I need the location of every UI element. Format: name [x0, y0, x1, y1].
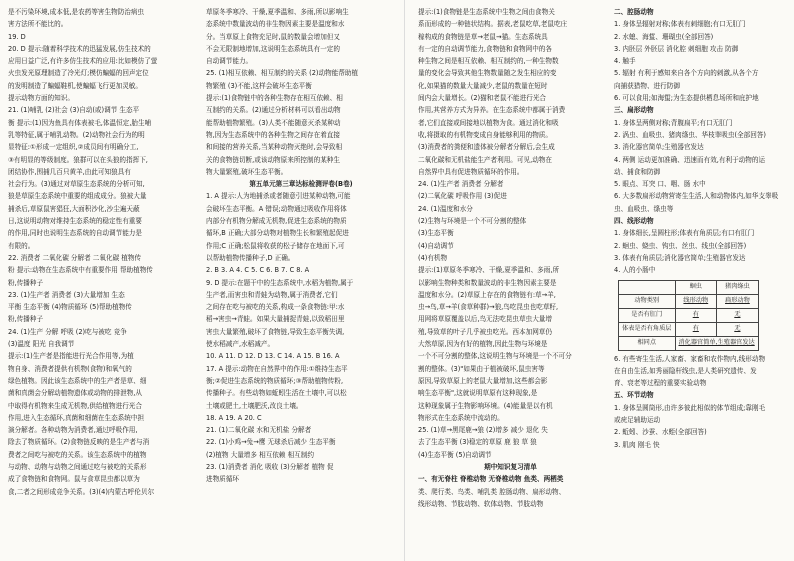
text-line: 25. (1)相互依赖、相互制约的关系 (2)动物能帮助植 [206, 69, 359, 78]
text-line: 3. 消化器官简单;生殖器官发达 [614, 143, 704, 152]
text-line: 稼构成的食物链是草→老鼠→猫。生态系统具 [418, 32, 548, 41]
text-line: 类、爬行类、鸟类、哺乳类 腔肠动物、扁形动物、 [418, 487, 566, 496]
text-line: 23. (1)生产者 消费者 (3)大量增加 生态 [8, 290, 125, 299]
text-line: 种生物之间是相互依赖、相互制约的,一种生物数 [418, 57, 559, 66]
text-line: 或疣足辅助运动 [614, 416, 661, 425]
table-cell: 是否有肛门 [619, 308, 676, 322]
text-line: 不会无限制地增加,这说明生态系统具有一定的 [206, 44, 340, 53]
text-line: 在自由生活,如秀丽隐杆线虫,是人类研究遗传、发 [614, 366, 757, 375]
text-line: 衡 提示:(1)因为鱼具有体表被毛,体温恒定,胎生哺 [8, 118, 152, 127]
text-line: 自然界中具有促进物质循环的作用。 [418, 167, 524, 176]
text-line: 19. D [8, 32, 26, 41]
table-header-cell: 猪肉绦虫 [717, 280, 759, 294]
text-line: 物繁殖 (3)不能,这样会破坏生态平衡 [206, 81, 312, 90]
text-line: 内部分有机物分解成无机物,促进生态系统的物质 [206, 217, 347, 226]
text-line: 21. (1)哺乳 (2)社会 (3)自动(或)调节 生态平 [8, 106, 140, 115]
text-line: 以影响生物种类和数量波动的非生物因素主要是 [418, 278, 557, 287]
text-line: 中取得有机物来生成无机物,供给植物进行光合 [8, 401, 142, 410]
text-line: 乳等特征,属于哺乳动物。(2)动物社会行为的明 [8, 130, 145, 139]
text-line: 稻→害虫→青蛙。如果大量捕捉青蛙,以致稻田里 [206, 315, 345, 324]
text-line: (3)消费者的粪便和遗体被分解者分解后,会生成 [418, 143, 555, 152]
text-line: 2. 蛔虫、蛲虫、钩虫、丝虫、线虫(全部回答) [614, 241, 747, 250]
text-line: 火虫发光原理制造了冷光灯;模仿蝙蝠的回声定位 [8, 69, 149, 78]
text-line: 物自身、消费者提供有机物(食物)和氧气的 [8, 364, 132, 373]
text-line: 6. 有些寄生生活,人家畜、家畜和农作物内,线形动物 [614, 354, 766, 363]
text-line: 22. (1)小鸡→兔→鹰 无球杀后减少 生态平衡 [206, 438, 336, 447]
text-line: 4. 触手 [614, 57, 636, 66]
text-line: 4. 两侧 运动更加准确、迅速而有效,有利于动物的运 [614, 155, 766, 164]
text-line: (3)温度 阳光 自我调节 [8, 340, 75, 349]
text-line: 期中知识复习清单 [484, 462, 537, 471]
text-line: 除去了物质循环。(2)食物链反映的是生产者与消 [8, 438, 150, 447]
text-line: 6. 可以食用;如海蜇;为生态提供栖息场所和庇护地 [614, 94, 759, 103]
text-line: 物形式在生态系统中流动的。 [418, 413, 504, 422]
text-line: 一、有无脊柱 脊椎动物 无脊椎动物 鱼类、两栖类 [418, 475, 564, 484]
text-line: 草原冬季寒冷、干燥,夏季温和、多雨,所以影响生 [206, 8, 349, 16]
text-line: 的作用,同时也说明生态系统的自动调节能力是 [8, 229, 142, 238]
text-line: 3. 内胚层 外胚层 消化腔 刺细胞 攻击 防御 [614, 44, 739, 53]
text-line: 的发明制造了蝙蝠鞋机,使蝙蝠飞行更加灵敏。 [8, 81, 142, 90]
text-line: 25. (1)草→黑尾鹿→狼 (2)增多 减少 退化 失 [418, 426, 548, 435]
text-line: 食,二者之间形成竞争关系。(3)(4)内蒙古呼伦贝尔 [8, 487, 155, 496]
table-row [619, 294, 759, 308]
comparison-table [618, 280, 759, 351]
answer-column-3 [418, 6, 603, 510]
review-list-part-b [614, 353, 790, 451]
text-line: 社会行为。(3)通过对草原生态系统的分析可知, [8, 180, 145, 189]
table-cell: 有 [675, 308, 717, 322]
text-line: 育、衰老等过程的重要实验动物 [614, 379, 707, 388]
text-line: 绿色植物。因此该生态系统中的生产者是草、细 [8, 376, 147, 385]
text-line: 18. A 19. A 20. C [206, 413, 262, 422]
text-line: 菌和真菌会分解动植物遗体或动物的排泄物,从 [8, 389, 142, 398]
answer-column-2 [206, 6, 396, 486]
text-line: 第五单元第三章达标检测评卷(B卷) [249, 180, 353, 189]
table-header-cell [619, 280, 676, 294]
text-line: 作用,进入生态循环,真菌和细菌在生态系统中担 [8, 413, 145, 422]
text-line: 物,因为生态系统中的各种生物之间存在着直接 [206, 130, 340, 139]
text-line: 提示:(1)生产者是指能进行光合作用等,为植 [8, 352, 134, 361]
text-line: 24. (1)生产 分解 呼吸 (2)吃与被吃 竞争 [8, 327, 127, 336]
text-line: 温度和水分。(2)草原上存在的食物链有:草→羊, [418, 290, 556, 299]
page-gutter [404, 0, 405, 561]
text-line: 2. 水螅、海蜇、珊瑚虫(全部回答) [614, 32, 714, 41]
text-line: 5. 辐射 有利于感知来自各个方向的刺激,从各个方 [614, 69, 759, 78]
text-line: 虫、血吸虫、绦虫等 [614, 204, 674, 213]
text-line: 响生态平衡",这就说明草原有这种现象,是 [418, 389, 538, 398]
text-line: 2. B 3. A 4. C 5. C 6. B 7. C 8. A [206, 266, 310, 275]
text-line: 显特征:①形成一定组织,②成员间有明确分工, [8, 143, 139, 152]
text-line: 传播种子。有些动物如蚯蚓生活在土壤中,可以松 [206, 389, 347, 398]
table-cell: 体表是否有角质层 [619, 322, 676, 336]
answer-column-1 [8, 6, 194, 498]
text-line: 提示:(1)食物链中的各种生物存在相互依赖、相 [206, 94, 343, 103]
text-line: 一个不可分割的整体,这说明生物与环境是一个不可分 [418, 352, 572, 361]
table-row [619, 322, 759, 336]
text-line: 1. 身体细长,呈圆柱形;体表有角质层;有口有肛门 [614, 229, 755, 238]
text-line: 关的食物链切断,或该动物原来所控制的某种生 [206, 155, 340, 164]
text-line: 循环,B 正确;大部分动物对植物生长和繁殖起促进 [206, 229, 349, 238]
text-line: 三、扁形动物 [614, 106, 654, 115]
text-line: 分。当草原上食物充足时,鼠的数量会增加但又 [206, 32, 340, 41]
text-line: 自动调节能力。 [206, 57, 253, 66]
table-cell: 线形动物 [675, 294, 717, 308]
text-line: 1. 身体呈圆筒形,由许多彼此相似的体节组成;靠刚毛 [614, 403, 766, 412]
text-line: (4)自动调节 [418, 241, 454, 250]
text-line: 22. 消费者 二氧化碳 分解者 二氧化碳 植物传 [8, 253, 142, 262]
text-line: 1. 身体呈辐射对称;体表有刺细胞;有口无肛门 [614, 20, 746, 29]
text-line: 互制约的关系。(2)通过分析材料可以看出动物 [206, 106, 341, 115]
text-line: 土壤或肥土,土壤肥沃,改良土壤。 [206, 401, 303, 410]
text-line: 提示动物方面的知识。 [8, 94, 74, 103]
text-line: 和间接的营养关系,当某种动物灭绝时,会导致相 [206, 143, 343, 152]
text-line: 化,如果猫的数量大量减少,老鼠的数量在短时 [418, 81, 548, 90]
text-line: 进物质循环 [206, 475, 239, 484]
text-line: 去了生态平衡 (3)稳定的草原 鹿 狼 草 狼 [418, 438, 537, 447]
table-row [619, 308, 759, 322]
table-cell: 相同点 [619, 336, 676, 350]
text-line: 用网将草原覆盖以后,鸟无法吃昆虫草虫大量增 [418, 315, 552, 324]
text-line: 演分解者。各种动物为消费者,通过呼吸作用, [8, 426, 138, 435]
text-line: 6. 大多数扁形动物营寄生生活,人和动物体内,如华支睾吸 [614, 192, 779, 201]
review-list-part-a [614, 6, 790, 277]
text-line: 量的变化会导致其他生物数量随之发生相应的变 [418, 69, 557, 78]
table-header-row [619, 280, 759, 294]
text-line: 五、环节动物 [614, 391, 654, 400]
text-line: 粉 提示:动物在生态系统中有重要作用 帮助植物传 [8, 266, 153, 275]
text-line: 之间存在吃与被吃的关系,构成一条食物链:甲:水 [206, 303, 345, 312]
text-line: 20. D 提示:随着科学技术的迅猛发展,仿生技术的 [8, 44, 151, 53]
text-line: 动、捕食和防御 [614, 167, 661, 176]
text-line: 3. 肌肉 刚毛 快 [614, 440, 660, 449]
text-line: 殖,导致草的叶子几乎被虫吃光。西本加网草仍 [418, 327, 552, 336]
text-line: (4)生态平衡 (5)自动调节 [418, 450, 492, 459]
text-line: 捕杀后,草原鼠害猖狂,大面积沙化,沙尘遍天蔽 [8, 204, 140, 213]
text-line: 作用;C 正确;松鼠将收获的松子储存在地面下,可 [206, 241, 345, 250]
text-line: 10. A 11. D 12. D 13. C 14. A 15. B 16. A [206, 352, 340, 361]
text-line: 是不污染环境,成本低,是农药等害生物防治病虫 [8, 8, 145, 16]
text-line: 费者之间吃与被吃的关系。该生态系统中的植物 [8, 450, 147, 459]
text-line: ③有明显的等级制度。狼群可以在头狼的指挥下, [8, 155, 148, 164]
text-line: 作用,其营养方式为异养。在生态系统中都属于消费 [418, 106, 566, 115]
text-line: 二氧化碳和无机盐能生产者利用。可见,动物在 [418, 155, 552, 164]
text-line: 粉,传播种子 [8, 278, 44, 287]
table-cell: 无 [717, 308, 759, 322]
text-line: 成了食物链和食物网。鼠与食草昆虫都以草为 [8, 475, 140, 484]
text-line: 衡;②促进生态系统的物质循环;③帮助植物传粉, [206, 376, 344, 385]
text-line: 原因,导致草原上的老鼠大量增加,这些都会影 [418, 376, 548, 385]
table-cell: 有 [675, 322, 717, 336]
text-line: 这种现象属于生物影响环境。(4)能量是以有机 [418, 401, 553, 410]
text-line: 日,这说明动物对维持生态系统的稳定性有重要 [8, 217, 142, 226]
text-line: 向捕获猎物、进行防御 [614, 81, 680, 90]
text-line: 狼是草原生态系统中重要的组成成分。狼被大量 [8, 192, 147, 201]
text-line: 害方法所不能比的。 [8, 20, 68, 29]
text-line: 1. A 提示:人为地捕杀或者随意引进某种动物,可能 [206, 192, 351, 201]
table-cell: 动物类别 [619, 294, 676, 308]
text-line: 收,将摄取的有机物变成自身能够利用的物质。 [418, 130, 552, 139]
text-line: 23. (1)消费者 消化 吸收 (3)分解者 植物 促 [206, 462, 334, 471]
text-line: 平衡 生态平衡 (4)物质循环 (5)帮助植物传 [8, 303, 132, 312]
text-line: 系而形成的一种链状结构。据表,老鼠吃草,老鼠吃庄 [418, 20, 568, 29]
text-line: 3. 体表有角质层;消化器官简单;生殖器官发达 [614, 253, 746, 262]
text-line: 2. 涡虫、血吸虫、猪肉绦虫、华枝睾吸虫(全部回答) [614, 130, 766, 139]
text-line: 物大量繁殖,破坏生态平衡。 [206, 167, 288, 176]
text-line: 24. (1)生产者 消费者 分解者 [418, 180, 504, 189]
text-line: 会破坏生态平衡。A 错误;动物通过吸收作用将体 [206, 204, 347, 213]
text-line: 害虫大量繁殖,破坏了食物链,导致生态平衡失调, [206, 327, 345, 336]
text-line: 有限的。 [8, 241, 35, 250]
text-line: 生产者,而害虫和青蛙为动物,属于消费者,它们 [206, 290, 338, 299]
text-line: 提示:(1)草原冬季寒冷、干燥,夏季温和、多雨,所 [418, 266, 560, 275]
text-line: 9. D 提示:在题干中的生态系统中,水稻为植物,属于 [206, 278, 354, 287]
text-line: 以帮助植物传播种子,D 正确。 [206, 253, 295, 262]
text-line: 能帮助植物繁殖。(3)人类不能随意灭杀某种动 [206, 118, 341, 127]
text-line: 与动物、动物与动物之间通过吃与被吃的关系形 [8, 462, 147, 471]
text-line: 虫→鸟,草→羊(食草种群)→狼,鸟吃昆虫也吃草籽, [418, 303, 559, 312]
table-row [619, 336, 759, 350]
text-line: 1. 身体呈两侧对称;背腹扁平;有口无肛门 [614, 118, 733, 127]
text-line: 二、腔肠动物 [614, 8, 654, 16]
text-line: 21. (1)二氧化碳 水和无机盐 分解者 [206, 426, 312, 435]
text-line: 17. A 提示:动物在自然界中的作用:①维持生态平 [206, 364, 348, 373]
text-line: (2)二氧化碳 呼吸作用 (3)促进 [418, 192, 507, 201]
text-line: 2. 蚯蚓、沙蚕、水蛭(全部回答) [614, 428, 707, 437]
text-line: 间内会大量增长。(2)猫和老鼠不能进行光合 [418, 94, 547, 103]
text-line: (4)有机物 [418, 253, 448, 262]
text-line: 粉,传播种子 [8, 315, 44, 324]
answer-column-4 [614, 6, 790, 451]
text-line: 团结协作,围捕几百只黄羊,由此可知狼具有 [8, 167, 131, 176]
text-line: 24. (1)温度和水分 [418, 204, 473, 213]
text-line: 大然草原,因为有好的植物,因此生物与环境是 [418, 340, 548, 349]
text-line: 割的整体。(3)"如果由于植被破坏,鼠虫害等 [418, 364, 545, 373]
table-cell: 扁形动物 [717, 294, 759, 308]
text-line: 四、线形动物 [614, 217, 654, 226]
text-line: 线形动物、节肢动物、软体动物、节肢动物 [418, 499, 544, 508]
table-cell: 消化器官简单,生殖器官发达 [675, 336, 758, 350]
text-line: 4. 人的小肠中 [614, 266, 656, 275]
text-line: 者,它们直接或间接地以植物为食。通过消化和吸 [418, 118, 559, 127]
text-line: 5. 眼点、耳突 口、咽、肠 水中 [614, 180, 706, 189]
text-line: 态系统中数量波动的非生物因素主要是温度和水 [206, 20, 345, 29]
table-header-cell: 蛔虫 [675, 280, 717, 294]
text-line: 应用日益广泛,有许多仿生技术的应用:比如模仿了萤 [8, 57, 158, 66]
text-line: 有一定的自动调节能力,食物链和食物网中的各 [418, 44, 552, 53]
text-line: (2)生物与环境是一个不可分割的整体 [418, 217, 527, 226]
table-cell: 无 [717, 322, 759, 336]
text-line: (2)植物 大量增多 相互依赖 相互制约 [206, 450, 314, 459]
text-line: (3)生态平衡 [418, 229, 454, 238]
text-line: 提示:(1)食物链是生态系统中生物之间由食物关 [418, 8, 555, 16]
text-line: 使水稻减产,水稻减产。 [206, 340, 275, 349]
